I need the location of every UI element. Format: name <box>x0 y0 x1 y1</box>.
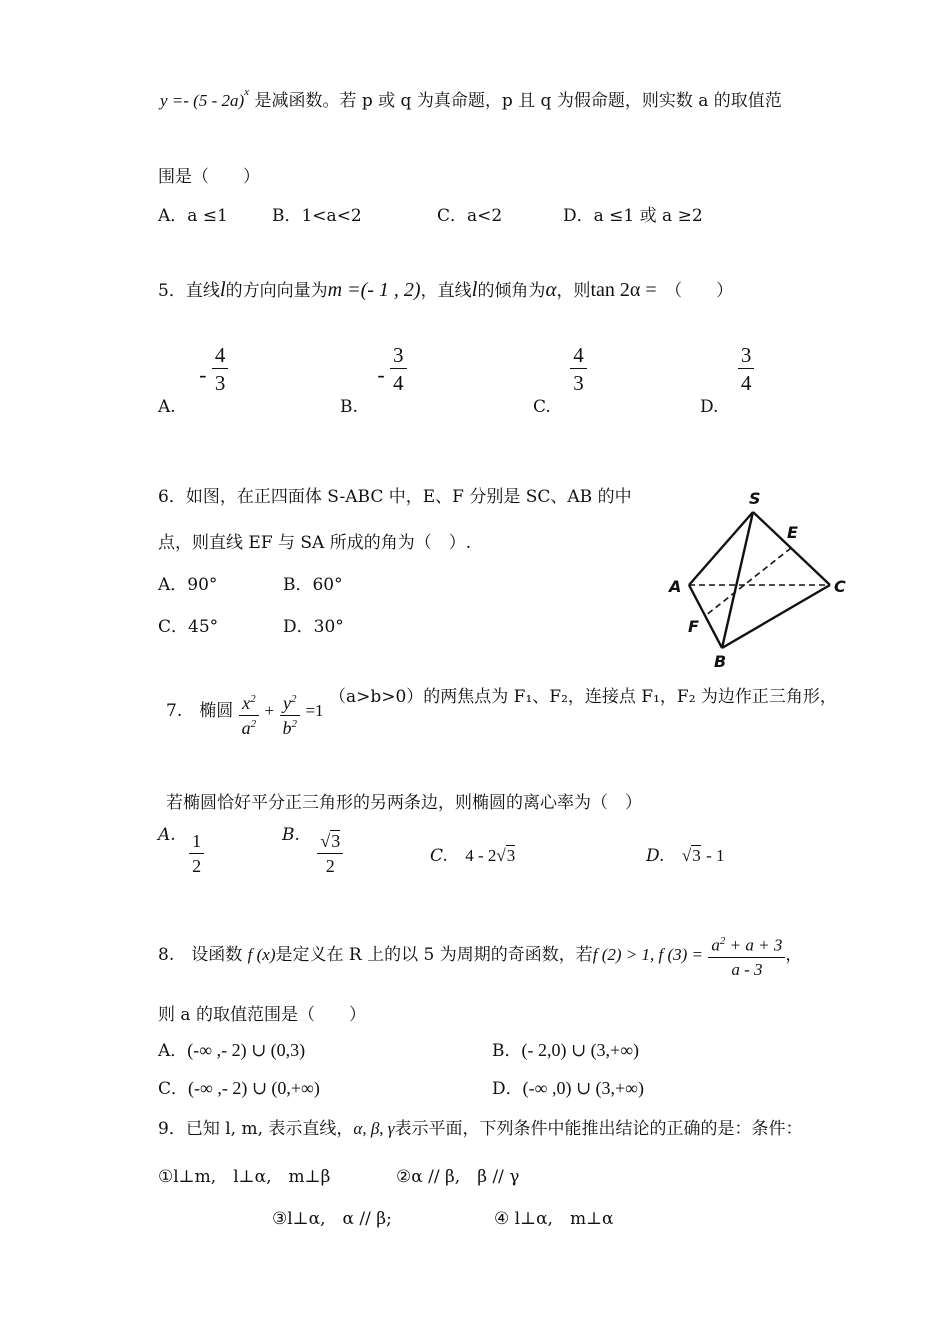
q7-option-c-radicand: 3 <box>506 846 516 865</box>
q4-formula-sup: x <box>244 86 250 99</box>
q5-option-c-frac <box>570 344 587 394</box>
q7-frac1-den: a <box>241 717 251 738</box>
q5-alpha: α <box>545 277 557 301</box>
q7-option-c: C. 4 - 2√3 <box>430 846 516 866</box>
q8-option-d <box>492 1074 644 1099</box>
q5-option-c <box>533 343 587 417</box>
q7-prefix: 7. 椭圆 <box>166 701 234 722</box>
q5-stem <box>158 276 733 302</box>
q7-frac1-num: x <box>242 693 251 713</box>
q7-eq: =1 <box>305 701 324 721</box>
q5-line-l: l <box>219 277 226 301</box>
q5-option-b-den: 4 <box>393 371 404 396</box>
q7-option-a-label: A. <box>158 825 176 846</box>
q5-mid1: 的方向向量为 <box>225 281 328 301</box>
q8-mid: 是定义在 R 上的以 5 为周期的奇函数，若 <box>275 944 593 965</box>
q9-prefix: 9．已知 l, m, 表示直线， <box>158 1119 354 1139</box>
label-e: E <box>787 523 798 542</box>
q4-stem-line <box>160 86 782 111</box>
q7-frac1-den-sup: 2 <box>250 717 257 730</box>
q5-mid3: 的倾角为 <box>477 281 546 301</box>
q5-option-d-den: 4 <box>740 371 752 396</box>
label-f: F <box>688 617 699 636</box>
q4-formula: y =- (5 - 2a) <box>160 91 245 110</box>
q7-stem-line2: 若椭圆恰好平分正三角形的另两条边，则椭圆的离心率为（ ） <box>166 793 642 813</box>
q4-option-d: D．a ≤1 或 a ≥2 <box>563 206 703 226</box>
q5-option-a-frac <box>212 344 229 394</box>
edge-sa <box>689 512 753 585</box>
label-c: C <box>834 577 846 596</box>
q8-option-a-label: A． <box>158 1041 188 1061</box>
q5-option-d <box>700 343 754 417</box>
q5-option-a-num: 4 <box>212 344 229 369</box>
q5-mid2: ，直线 <box>420 281 472 301</box>
q5-line-l2: l <box>471 277 478 301</box>
q9-stem <box>158 1114 803 1139</box>
q4-text: 是减函数。若 p 或 q 为真命题，p 且 q 为假命题，则实数 a 的取值范 <box>254 91 782 111</box>
q8-option-c-label: C． <box>158 1079 189 1099</box>
q5-option-d-num: 3 <box>738 344 755 369</box>
q8-option-b <box>492 1036 639 1061</box>
q6-option-c: C．45° <box>158 617 219 637</box>
q5-tan: tan 2α = <box>590 279 657 301</box>
q5-option-b-num: 3 <box>390 344 407 369</box>
q5-option-b-frac <box>390 344 407 394</box>
q8-option-c <box>158 1074 320 1099</box>
q9-greek: α, β, γ <box>353 1119 395 1138</box>
q7-option-b-frac: $\frac{√3}{2}$ <box>317 832 343 876</box>
q7-option-a-frac <box>189 832 204 876</box>
q8-condition: f (2) > 1, f (3) = <box>592 944 704 964</box>
q5-option-a <box>158 343 228 417</box>
q4-option-c: C．a<2 <box>437 206 503 226</box>
tetrahedron-figure <box>660 484 860 674</box>
q5-suffix: （ ） <box>673 281 734 301</box>
q8-frac <box>708 936 785 978</box>
q9-text: 表示平面，下列条件中能推出结论的正确的是：条件： <box>394 1119 803 1139</box>
q5-option-b <box>340 343 407 417</box>
q6-option-b: B．60° <box>283 575 343 595</box>
q7-frac2-num-sup: 2 <box>291 693 297 705</box>
q7-plus: + <box>264 701 275 721</box>
segment-ef <box>705 548 791 616</box>
q8-option-c-value: (-∞ ,- 2) ∪ (0,+∞) <box>188 1078 320 1098</box>
q7-option-a <box>158 825 204 876</box>
q7-frac2-den: b <box>282 717 292 738</box>
q5-mid4: ，则 <box>556 281 591 301</box>
q8-option-a <box>158 1036 305 1061</box>
q8-stem-line1 <box>158 936 802 978</box>
q7-option-a-den: 2 <box>192 855 202 876</box>
q7-option-d-label: D. <box>646 846 665 866</box>
q5-option-d-frac <box>738 344 755 394</box>
q7-option-b-den: 2 <box>325 855 335 876</box>
q8-option-d-value: (-∞ ,0) ∪ (3,+∞) <box>522 1078 645 1098</box>
q5-vector: m =(- 1 , 2) <box>327 279 421 301</box>
edge-bc <box>722 585 830 648</box>
q7-stem-line1 <box>166 687 837 738</box>
q4-option-b: B．1<a<2 <box>272 206 362 226</box>
q7-frac-y <box>280 694 301 738</box>
q5-option-b-label: B. <box>340 396 358 417</box>
q8-frac-num: a <box>711 935 720 955</box>
q6-stem-line1: 6．如图，在正四面体 S-ABC 中，E、F 分别是 SC、AB 的中 <box>158 487 632 507</box>
q5-option-c-num: 4 <box>570 344 587 369</box>
label-s: S <box>749 489 761 508</box>
q6-option-d: D．30° <box>283 617 344 637</box>
q4-option-a: A．a ≤1 <box>158 206 228 226</box>
q5-prefix: 5．直线 <box>158 281 220 301</box>
q8-stem-line2: 则 a 的取值范围是（ ） <box>158 1005 366 1025</box>
label-b: B <box>714 652 727 671</box>
q8-frac-num-tail: + a + 3 <box>725 935 783 955</box>
q5-option-c-den: 3 <box>573 371 584 396</box>
q6-option-a: A．90° <box>158 575 218 595</box>
q9-condition-2: ②α // β, β // γ <box>396 1167 520 1187</box>
q7-option-c-value: 4 - 2 <box>465 846 497 865</box>
q9-condition-4: ④ l⊥α, m⊥α <box>494 1209 614 1229</box>
q5-option-d-label: D. <box>700 396 719 417</box>
q9-condition-1: ①l⊥m, l⊥α, m⊥β <box>158 1167 331 1187</box>
q7-option-b <box>282 825 343 876</box>
q7-frac1-num-sup: 2 <box>250 693 256 705</box>
q8-option-d-label: D． <box>492 1079 523 1099</box>
q8-option-b-value: (- 2,0) ∪ (3,+∞) <box>521 1040 640 1060</box>
q8-prefix: 8. 设函数 <box>158 944 243 965</box>
q8-option-a-value: (-∞ ,- 2) ∪ (0,3) <box>187 1040 306 1060</box>
q9-condition-3: ③l⊥α, α // β; <box>272 1209 392 1229</box>
q7-option-d-radicand: 3 <box>692 846 701 865</box>
edge-sb <box>722 512 753 648</box>
q7-option-c-label: C. <box>430 846 448 866</box>
q7-option-a-num: 1 <box>189 832 204 854</box>
q7-frac2-num: y <box>283 693 292 713</box>
q8-fx: f (x) <box>247 944 276 964</box>
q8-frac-num-sup: 2 <box>719 935 726 947</box>
q8-option-b-label: B． <box>492 1041 522 1061</box>
q5-option-a-den: 3 <box>214 371 226 396</box>
q7-option-b-label: B. <box>282 825 300 846</box>
q7-condition: （a>b>0）的两焦点为 F₁、F₂，连接点 F₁，F₂ 为边作正三角形， <box>328 687 837 708</box>
q7-option-d-tail: - 1 <box>706 846 725 865</box>
label-a: A <box>669 577 682 596</box>
q7-frac2-den-sup: 2 <box>291 717 298 730</box>
q8-comma: ， <box>785 944 803 965</box>
q5-option-b-sign: - <box>377 361 385 387</box>
q5-option-a-label: A. <box>158 396 176 417</box>
q5-option-c-label: C. <box>533 396 551 417</box>
q4-stem-cont: 围是（ ） <box>158 167 260 187</box>
q5-option-a-sign: - <box>199 361 207 387</box>
q6-stem-line2: 点，则直线 EF 与 SA 所成的角为（ ）. <box>158 533 472 553</box>
q7-frac-x <box>239 694 260 738</box>
q8-frac-den: a - 3 <box>731 959 763 979</box>
q7-option-b-radicand: 3 <box>331 831 341 851</box>
q7-option-d: D. √3 - 1 <box>646 846 725 866</box>
